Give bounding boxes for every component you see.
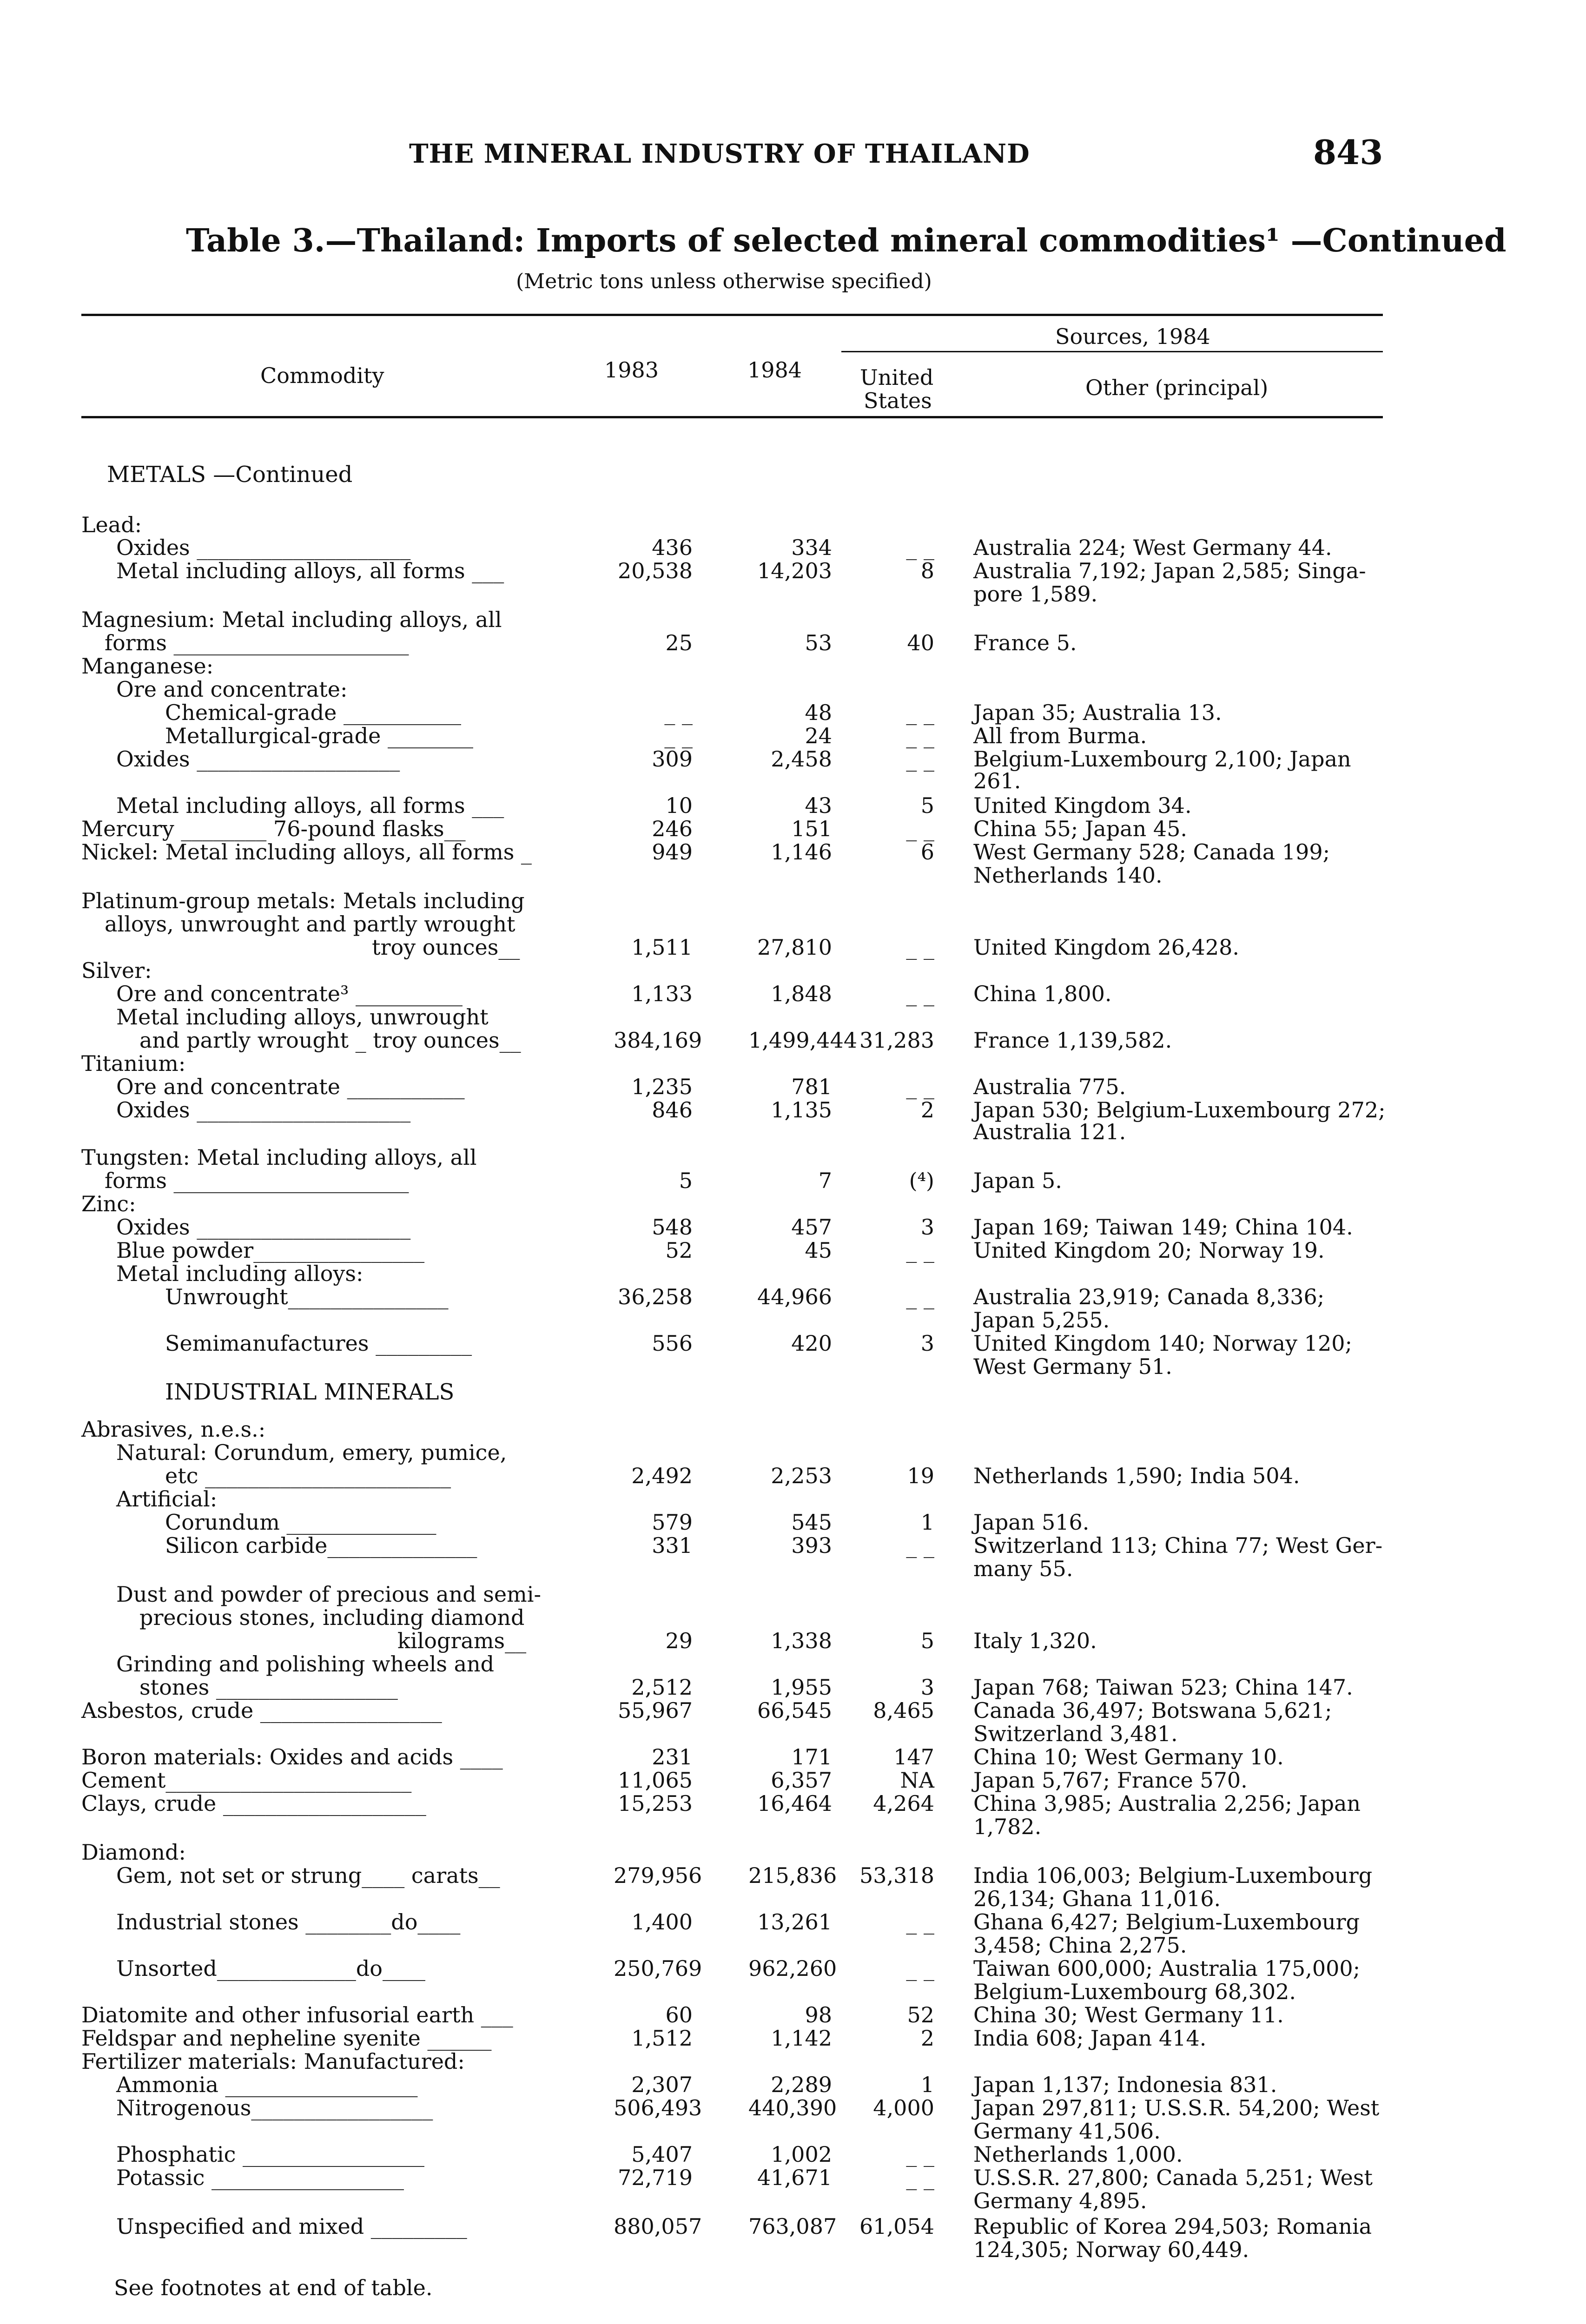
value-united-states: 2 xyxy=(920,2026,934,2051)
value-united-states: _ _ xyxy=(906,816,934,841)
commodity-label: Oxides ___________________ xyxy=(116,746,400,772)
commodity-label: Ore and concentrate: xyxy=(116,677,348,702)
value-1983: 880,057 xyxy=(614,2214,702,2239)
other-sources: China 10; West Germany 10. xyxy=(973,1744,1284,1769)
value-1984: 13,261 xyxy=(757,1909,832,1934)
other-sources: Switzerland 113; China 77; West Ger- xyxy=(973,1533,1383,1558)
other-sources: Netherlands 1,590; India 504. xyxy=(973,1463,1300,1488)
commodity-label: Corundum ______________ xyxy=(165,1510,436,1535)
value-1984: 545 xyxy=(791,1510,832,1535)
commodity-label: Artificial: xyxy=(116,1486,218,1512)
other-sources: Canada 36,497; Botswana 5,621; xyxy=(973,1698,1332,1723)
value-1983: 1,133 xyxy=(631,981,693,1006)
commodity-label: Oxides ____________________ xyxy=(116,1097,411,1122)
col-header-commodity: Commodity xyxy=(260,363,384,388)
value-united-states: _ _ xyxy=(906,1074,934,1099)
other-sources: Japan 5,255. xyxy=(973,1307,1110,1333)
col-header-1983: 1983 xyxy=(604,357,659,383)
value-1983: 949 xyxy=(652,839,693,865)
value-1984: 781 xyxy=(791,1074,832,1099)
commodity-label: Mercury ________ 76-pound flasks__ xyxy=(81,816,466,841)
other-sources: Belgium-Luxembourg 2,100; Japan xyxy=(973,746,1351,772)
value-1983: 1,235 xyxy=(631,1074,693,1099)
commodity-label: etc _______________________ xyxy=(165,1463,451,1488)
value-1983: 231 xyxy=(652,1744,693,1769)
value-united-states: _ _ xyxy=(906,2142,934,2167)
col-header-other: Other (principal) xyxy=(1085,375,1269,400)
commodity-label: Unspecified and mixed _________ xyxy=(116,2214,467,2239)
value-united-states: 3 xyxy=(920,1331,934,1356)
running-title: THE MINERAL INDUSTRY OF THAILAND xyxy=(409,139,1030,169)
value-1983: 29 xyxy=(665,1628,693,1653)
other-sources: China 3,985; Australia 2,256; Japan xyxy=(973,1791,1361,1816)
value-1983: 52 xyxy=(665,1238,693,1263)
other-sources: Australia 775. xyxy=(973,1074,1126,1099)
value-united-states: 6 xyxy=(920,839,934,865)
commodity-label: Platinum-group metals: Metals including xyxy=(81,888,525,913)
col-header-us-line2: States xyxy=(864,388,932,413)
value-1984: 44,966 xyxy=(757,1284,832,1309)
value-1983: 55,967 xyxy=(618,1698,693,1723)
value-united-states: _ _ xyxy=(906,746,934,772)
value-1984: 2,289 xyxy=(771,2072,832,2097)
value-1984: 1,142 xyxy=(771,2026,832,2051)
col-header-1984: 1984 xyxy=(747,357,802,383)
value-1983: 2,492 xyxy=(631,1463,693,1488)
value-united-states: 1 xyxy=(920,2072,934,2097)
commodity-label: Metal including alloys, all forms ___ xyxy=(116,793,504,818)
commodity-label: Manganese: xyxy=(81,654,214,679)
value-1984: 7 xyxy=(818,1168,832,1193)
value-1984: 1,338 xyxy=(771,1628,832,1653)
value-united-states: _ _ xyxy=(906,1956,934,1981)
other-sources: 26,134; Ghana 11,016. xyxy=(973,1886,1221,1911)
other-sources: Japan 297,811; U.S.S.R. 54,200; West xyxy=(973,2095,1380,2120)
value-1984: 2,458 xyxy=(771,746,832,772)
value-united-states: _ _ xyxy=(906,981,934,1006)
value-1983: 250,769 xyxy=(614,1956,702,1981)
value-1983: 72,719 xyxy=(618,2165,693,2190)
value-1984: 420 xyxy=(791,1331,832,1356)
commodity-label: stones _________________ xyxy=(139,1675,398,1700)
value-united-states: _ _ xyxy=(906,1533,934,1558)
value-united-states: _ _ xyxy=(906,935,934,960)
value-1983: _ _ xyxy=(664,723,693,748)
value-united-states: _ _ xyxy=(906,535,934,560)
value-1984: 41,671 xyxy=(757,2165,832,2190)
commodity-label: Industrial stones ________do____ xyxy=(116,1909,461,1934)
col-header-sources: Sources, 1984 xyxy=(1055,324,1210,349)
value-united-states: 147 xyxy=(893,1744,934,1769)
value-1983: 579 xyxy=(652,1510,693,1535)
commodity-label: Nitrogenous_________________ xyxy=(116,2095,433,2120)
other-sources: Italy 1,320. xyxy=(973,1628,1097,1653)
commodity-label: Cement_______________________ xyxy=(81,1768,412,1793)
other-sources: 1,782. xyxy=(973,1814,1042,1839)
other-sources: United Kingdom 140; Norway 120; xyxy=(973,1331,1352,1356)
commodity-label: alloys, unwrought and partly wrought xyxy=(105,911,515,937)
commodity-label: Tungsten: Metal including alloys, all xyxy=(81,1145,477,1170)
value-1984: 151 xyxy=(791,816,832,841)
value-1984: 27,810 xyxy=(757,935,832,960)
value-1984: 2,253 xyxy=(771,1463,832,1488)
other-sources: Germany 4,895. xyxy=(973,2188,1147,2213)
other-sources: West Germany 51. xyxy=(973,1354,1172,1379)
value-united-states: 52 xyxy=(907,2002,934,2027)
value-united-states: (⁴) xyxy=(909,1168,934,1193)
table-subtitle: (Metric tons unless otherwise specified) xyxy=(516,270,932,293)
commodity-label: Titanium: xyxy=(81,1051,186,1076)
value-1983: 10 xyxy=(665,793,693,818)
value-1984: 393 xyxy=(791,1533,832,1558)
value-united-states: NA xyxy=(900,1768,934,1793)
value-1984: 457 xyxy=(791,1215,832,1240)
other-sources: Australia 224; West Germany 44. xyxy=(973,535,1332,560)
value-1984: 1,499,444 xyxy=(748,1028,858,1053)
value-1984: 98 xyxy=(805,2002,832,2027)
footnote: See footnotes at end of table. xyxy=(114,2275,433,2300)
value-1984: 215,836 xyxy=(748,1863,837,1888)
commodity-label: Metal including alloys, unwrought xyxy=(116,1004,489,1030)
other-sources: United Kingdom 20; Norway 19. xyxy=(973,1238,1325,1263)
other-sources: Netherlands 140. xyxy=(973,863,1163,888)
value-1983: 279,956 xyxy=(614,1863,702,1888)
value-1983: 506,493 xyxy=(614,2095,702,2120)
table-title: Table 3.—Thailand: Imports of selected mineral commodities¹ —Continued xyxy=(186,222,1507,259)
commodity-label: Metallurgical-grade ________ xyxy=(165,723,474,748)
other-sources: Taiwan 600,000; Australia 175,000; xyxy=(973,1956,1361,1981)
other-sources: Japan 5,767; France 570. xyxy=(973,1768,1248,1793)
commodity-label: Gem, not set or strung____ carats__ xyxy=(116,1863,500,1888)
value-1983: _ _ xyxy=(664,700,693,725)
commodity-label: Semimanufactures _________ xyxy=(165,1331,472,1356)
other-sources: West Germany 528; Canada 199; xyxy=(973,839,1330,865)
other-sources: Japan 768; Taiwan 523; China 147. xyxy=(973,1675,1353,1700)
commodity-label: forms ______________________ xyxy=(105,630,409,655)
other-sources: Japan 35; Australia 13. xyxy=(973,700,1222,725)
other-sources: China 30; West Germany 11. xyxy=(973,2002,1284,2027)
value-1983: 36,258 xyxy=(618,1284,693,1309)
value-1983: 5,407 xyxy=(631,2142,693,2167)
value-1984: 1,146 xyxy=(771,839,832,865)
value-united-states: 31,283 xyxy=(859,1028,934,1053)
value-1984: 1,002 xyxy=(771,2142,832,2167)
other-sources: Japan 1,137; Indonesia 831. xyxy=(973,2072,1277,2097)
commodity-label: Ore and concentrate³ __________ xyxy=(116,981,463,1006)
commodity-label: Nickel: Metal including alloys, all forms _ xyxy=(81,839,532,865)
other-sources: 3,458; China 2,275. xyxy=(973,1933,1187,1958)
value-1984: 66,545 xyxy=(757,1698,832,1723)
commodity-label: Silicon carbide______________ xyxy=(165,1533,477,1558)
value-1983: 60 xyxy=(665,2002,693,2027)
other-sources: France 5. xyxy=(973,630,1077,655)
value-1983: 1,512 xyxy=(631,2026,693,2051)
header-bottom-rule xyxy=(81,416,1383,418)
value-1984: 763,087 xyxy=(748,2214,837,2239)
other-sources: France 1,139,582. xyxy=(973,1028,1172,1053)
value-united-states: 3 xyxy=(920,1675,934,1700)
value-1984: 962,260 xyxy=(748,1956,837,1981)
commodity-label: Zinc: xyxy=(81,1191,136,1216)
value-united-states: 40 xyxy=(907,630,934,655)
page-number: 843 xyxy=(1313,132,1383,172)
other-sources: many 55. xyxy=(973,1556,1073,1581)
value-united-states: _ _ xyxy=(906,2165,934,2190)
other-sources: Australia 7,192; Japan 2,585; Singa- xyxy=(973,558,1366,583)
commodity-label: Blue powder________________ xyxy=(116,1238,425,1263)
commodity-label: Phosphatic _________________ xyxy=(116,2142,424,2167)
value-1984: 14,203 xyxy=(757,558,832,583)
value-1983: 11,065 xyxy=(618,1768,693,1793)
value-1984: 16,464 xyxy=(757,1791,832,1816)
other-sources: Japan 5. xyxy=(973,1168,1062,1193)
value-1983: 436 xyxy=(652,535,693,560)
other-sources: Japan 530; Belgium-Luxembourg 272; xyxy=(973,1097,1386,1122)
value-1983: 1,400 xyxy=(631,1909,693,1934)
commodity-label: Magnesium: Metal including alloys, all xyxy=(81,607,502,632)
value-1983: 1,511 xyxy=(631,935,693,960)
value-1984: 440,390 xyxy=(748,2095,837,2120)
other-sources: Netherlands 1,000. xyxy=(973,2142,1183,2167)
commodity-label: Metal including alloys: xyxy=(116,1261,363,1286)
value-1984: 48 xyxy=(805,700,832,725)
other-sources: India 608; Japan 414. xyxy=(973,2026,1207,2051)
commodity-label: Clays, crude ___________________ xyxy=(81,1791,426,1816)
value-1984: 53 xyxy=(805,630,832,655)
value-1984: 24 xyxy=(805,723,832,748)
commodity-label: and partly wrought _ troy ounces__ xyxy=(139,1028,521,1053)
other-sources: Australia 121. xyxy=(973,1119,1126,1144)
value-united-states: 5 xyxy=(920,793,934,818)
value-1983: 2,512 xyxy=(631,1675,693,1700)
other-sources: Japan 516. xyxy=(973,1510,1090,1535)
commodity-label: Abrasives, n.e.s.: xyxy=(81,1417,266,1442)
other-sources: 261. xyxy=(973,768,1021,793)
commodity-label: Oxides ____________________ xyxy=(116,535,411,560)
commodity-label: Potassic __________________ xyxy=(116,2165,404,2190)
commodity-label: forms ______________________ xyxy=(105,1168,409,1193)
commodity-label: Unsorted_____________do____ xyxy=(116,1956,425,1981)
value-united-states: 8,465 xyxy=(873,1698,934,1723)
col-header-us-line1: United xyxy=(860,365,934,390)
other-sources: 124,305; Norway 60,449. xyxy=(973,2237,1249,2262)
value-1984: 171 xyxy=(791,1744,832,1769)
commodity-label: Grinding and polishing wheels and xyxy=(116,1651,495,1677)
other-sources: All from Burma. xyxy=(973,723,1147,748)
other-sources: Japan 169; Taiwan 149; China 104. xyxy=(973,1215,1353,1240)
other-sources: Australia 23,919; Canada 8,336; xyxy=(973,1284,1325,1309)
other-sources: Belgium-Luxembourg 68,302. xyxy=(973,1979,1296,2004)
value-1983: 20,538 xyxy=(618,558,693,583)
section-heading: INDUSTRIAL MINERALS xyxy=(165,1379,455,1405)
other-sources: pore 1,589. xyxy=(973,581,1098,607)
value-1983: 25 xyxy=(665,630,693,655)
other-sources: United Kingdom 34. xyxy=(973,793,1192,818)
sources-rule xyxy=(841,351,1383,352)
top-rule xyxy=(81,314,1383,316)
other-sources: United Kingdom 26,428. xyxy=(973,935,1239,960)
value-united-states: _ _ xyxy=(906,723,934,748)
value-united-states: _ _ xyxy=(906,1238,934,1263)
commodity-label: Oxides ____________________ xyxy=(116,1215,411,1240)
commodity-label: Dust and powder of precious and semi- xyxy=(116,1582,541,1607)
value-1984: 1,135 xyxy=(771,1097,832,1122)
commodity-label: Feldspar and nepheline syenite ______ xyxy=(81,2026,492,2051)
commodity-label: Metal including alloys, all forms ___ xyxy=(116,558,504,583)
value-1984: 1,848 xyxy=(771,981,832,1006)
value-1984: 43 xyxy=(805,793,832,818)
commodity-label: Ammonia __________________ xyxy=(116,2072,418,2097)
value-united-states: _ _ xyxy=(906,1909,934,1934)
commodity-label: Boron materials: Oxides and acids ____ xyxy=(81,1744,503,1769)
other-sources: China 1,800. xyxy=(973,981,1112,1006)
other-sources: Switzerland 3,481. xyxy=(973,1721,1178,1746)
commodity-label: Silver: xyxy=(81,958,152,983)
section-heading: METALS —Continued xyxy=(107,462,353,488)
value-1984: 1,955 xyxy=(771,1675,832,1700)
value-1984: 6,357 xyxy=(771,1768,832,1793)
commodity-label: Chemical-grade ___________ xyxy=(165,700,461,725)
value-united-states: 3 xyxy=(920,1215,934,1240)
value-united-states: 19 xyxy=(907,1463,934,1488)
commodity-label: kilograms__ xyxy=(397,1628,527,1653)
commodity-label: Natural: Corundum, emery, pumice, xyxy=(116,1440,507,1465)
value-1983: 556 xyxy=(652,1331,693,1356)
other-sources: U.S.S.R. 27,800; Canada 5,251; West xyxy=(973,2165,1373,2190)
value-united-states: 2 xyxy=(920,1097,934,1122)
other-sources: India 106,003; Belgium-Luxembourg xyxy=(973,1863,1373,1888)
other-sources: Republic of Korea 294,503; Romania xyxy=(973,2214,1372,2239)
value-united-states: _ _ xyxy=(906,700,934,725)
value-1983: 15,253 xyxy=(618,1791,693,1816)
other-sources: China 55; Japan 45. xyxy=(973,816,1187,841)
commodity-label: Lead: xyxy=(81,512,142,537)
value-1983: 2,307 xyxy=(631,2072,693,2097)
value-1983: 384,169 xyxy=(614,1028,702,1053)
commodity-label: Unwrought_______________ xyxy=(165,1284,449,1309)
commodity-label: Asbestos, crude _________________ xyxy=(81,1698,442,1723)
value-united-states: 8 xyxy=(920,558,934,583)
value-1983: 246 xyxy=(652,816,693,841)
value-united-states: 61,054 xyxy=(859,2214,934,2239)
commodity-label: precious stones, including diamond xyxy=(139,1605,525,1630)
value-1983: 309 xyxy=(652,746,693,772)
value-1983: 331 xyxy=(652,1533,693,1558)
value-united-states: 1 xyxy=(920,1510,934,1535)
value-1983: 5 xyxy=(679,1168,693,1193)
value-united-states: 53,318 xyxy=(859,1863,934,1888)
value-united-states: 5 xyxy=(920,1628,934,1653)
value-1984: 334 xyxy=(791,535,832,560)
other-sources: Ghana 6,427; Belgium-Luxembourg xyxy=(973,1909,1360,1934)
value-united-states: _ _ xyxy=(906,1284,934,1309)
value-1983: 846 xyxy=(652,1097,693,1122)
commodity-label: Ore and concentrate ___________ xyxy=(116,1074,465,1099)
commodity-label: troy ounces__ xyxy=(372,935,520,960)
value-united-states: 4,264 xyxy=(873,1791,934,1816)
commodity-label: Diatomite and other infusorial earth ___ xyxy=(81,2002,513,2027)
value-1983: 548 xyxy=(652,1215,693,1240)
commodity-label: Fertilizer materials: Manufactured: xyxy=(81,2049,465,2074)
other-sources: Germany 41,506. xyxy=(973,2119,1161,2144)
commodity-label: Diamond: xyxy=(81,1840,186,1865)
value-1984: 45 xyxy=(805,1238,832,1263)
value-united-states: 4,000 xyxy=(873,2095,934,2120)
